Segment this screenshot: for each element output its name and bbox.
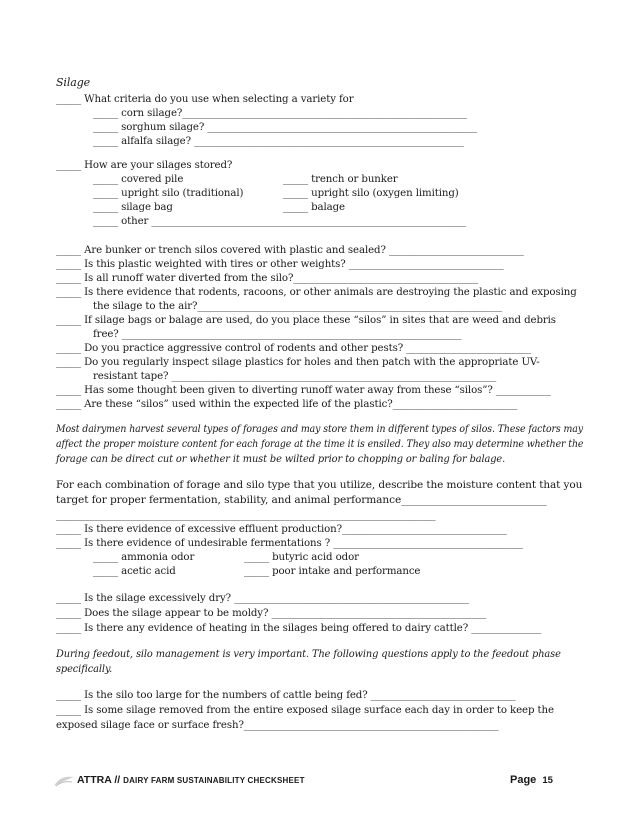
question-line: _____ How are your silages stored? — [56, 160, 233, 171]
option-line: _____ balage — [283, 202, 345, 213]
footer-brand: ATTRA // — [77, 774, 121, 786]
question-line: _____ Is there evidence of excessive effluent production?_________________________________ — [56, 524, 507, 535]
paragraph-line: target for proper fermentation, stability, and animal performance____________________________ — [56, 494, 547, 506]
option-line: _____ upright silo (traditional) — [93, 188, 244, 199]
option-line: _____ poor intake and performance — [244, 566, 421, 577]
answer-line: ____________________________________________________________________________ — [56, 510, 436, 521]
question-line: _____ What criteria do you use when selecting a variety for — [56, 94, 354, 105]
footer-page — [510, 774, 553, 786]
question-line: _____ Is the silage excessively dry? _______________________________________________ — [56, 593, 469, 604]
paragraph-line: For each combination of forage and silo type that you utilize, describe the moisture content that you — [56, 479, 583, 491]
question-line: _____ alfalfa silage? ______________________________________________________ — [93, 136, 464, 147]
option-line: _____ acetic acid — [93, 566, 176, 577]
option-line: _____ upright silo (oxygen limiting) — [283, 188, 459, 199]
question-line: free? ____________________________________________________________________ — [93, 329, 462, 340]
question-line: _____ Are these “silos” used within the expected life of the plastic?_________________________ — [56, 399, 518, 410]
intro-paragraph-line: Most dairymen harvest several types of forages and may store them in different types of silos. These factors may — [56, 424, 583, 435]
option-line: _____ butyric acid odor — [244, 552, 359, 563]
footer-checksheet-title: DAIRY FARM SUSTAINABILITY CHECKSHEET — [123, 776, 305, 785]
option-line: _____ trench or bunker — [283, 174, 398, 185]
feedout-paragraph-line: During feedout, silo management is very important. The following questions apply to the feedout phase — [56, 649, 561, 660]
question-line: _____ sorghum silage? ______________________________________________________ — [93, 122, 478, 133]
option-line: _____ silage bag — [93, 202, 173, 213]
question-line: _____ Are bunker or trench silos covered with plastic and sealed? ___________________________ — [56, 245, 524, 256]
question-line: _____ If silage bags or balage are used, do you place these “silos” in sites that are weed and debris — [56, 315, 556, 326]
intro-paragraph-line: forage can be direct cut or whether it must be wilted prior to chopping or baling for balage. — [56, 454, 506, 465]
question-line: exposed silage face or surface fresh?___________________________________________________ — [56, 720, 499, 731]
page-number: 15 — [542, 775, 553, 786]
question-line: _____ Has some thought been given to diverting runoff water away from these “silos”? ___________ — [56, 385, 551, 396]
option-line: _____ other _______________________________________________________________ — [93, 216, 467, 227]
question-line: _____ Is some silage removed from the entire exposed silage surface each day in order to keep the — [56, 705, 554, 716]
option-line: _____ covered pile — [93, 174, 184, 185]
question-line: _____ Does the silage appear to be moldy? ___________________________________________ — [56, 608, 487, 619]
footer-title — [77, 774, 305, 786]
question-line: resistant tape? _________________________________________________________________ — [93, 371, 497, 382]
feedout-paragraph-line: specifically. — [56, 664, 113, 675]
question-line: _____ Do you practice aggressive control of rodents and other pests? _________________________ — [56, 343, 532, 354]
question-line: _____ corn silage?_________________________________________________________ — [93, 108, 467, 119]
question-line: _____ Is all runoff water diverted from the silo?_____________________________________ — [56, 273, 479, 284]
question-line: _____ Is there evidence that rodents, racoons, or other animals are destroying the plastic and exposing — [56, 287, 577, 298]
section-title: Silage — [56, 76, 91, 89]
page-label: Page — [510, 774, 537, 786]
leaf-logo-icon — [53, 775, 75, 787]
question-line: _____ Is there evidence of undesirable fermentations ? ______________________________________ — [56, 538, 524, 549]
question-line: _____ Is the silo too large for the numbers of cattle being fed? _____________________________ — [56, 690, 516, 701]
question-line: _____ Is there any evidence of heating in the silages being offered to dairy cattle? ______________ — [56, 623, 542, 634]
option-line: _____ ammonia odor — [93, 552, 195, 563]
question-line: the silage to the air?_____________________________________________________________ — [93, 301, 503, 312]
question-line: _____ Do you regularly inspect silage plastics for holes and then patch with the appropriate UV- — [56, 357, 540, 368]
question-line: _____ Is this plastic weighted with tires or other weights? _______________________________ — [56, 259, 504, 270]
intro-paragraph-line: affect the proper moisture content for each forage at the time it is ensiled. They also may determine whether the — [56, 439, 584, 450]
